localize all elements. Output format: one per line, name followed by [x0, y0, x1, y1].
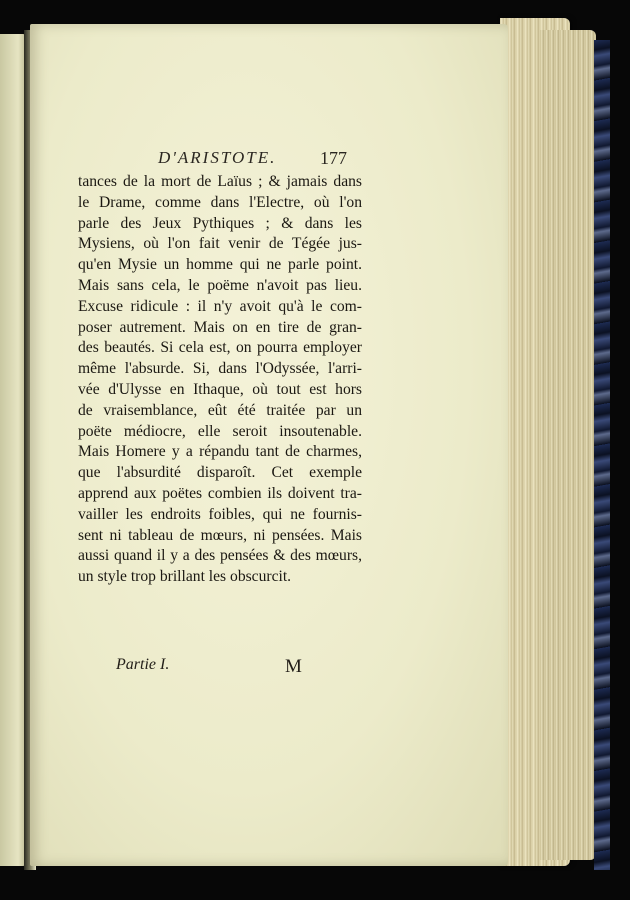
text-line: qu'en Mysie un homme qui ne parle point.	[78, 256, 362, 274]
left-page-edge	[0, 34, 26, 866]
text-line: même l'absurde. Si, dans l'Odyssée, l'arri-	[78, 360, 362, 378]
signature-letter: M	[285, 656, 302, 677]
text-line: parle des Jeux Pythiques ; & dans les	[78, 214, 362, 232]
text-line: des beautés. Si cela est, on pourra employer	[78, 339, 362, 357]
signature-text: Partie I.	[116, 656, 170, 673]
text-line: vailler les endroits foibles, qui ne fournis-	[78, 505, 362, 523]
text-line: un style trop brillant les obscurcit.	[78, 568, 292, 586]
page-edges-inner	[540, 30, 596, 860]
text-line: tances de la mort de Laïus ; & jamais dans	[78, 173, 362, 190]
text-line: poëte médiocre, elle seroit insoutenable.	[78, 422, 362, 440]
text-line: Mais sans cela, le poëme n'avoit pas lieu.	[78, 276, 362, 294]
text-line: que l'absurdité disparoît. Cet exemple	[78, 464, 362, 482]
text-line: Mysiens, où l'on fait venir de Tégée jus-	[78, 235, 362, 253]
running-title: D'ARISTOTE.	[158, 148, 277, 167]
bleed-through	[80, 562, 370, 662]
text-line: Excuse ridicule : il n'y avoit qu'à le com-	[78, 297, 362, 315]
text-line: sent ni tableau de mœurs, ni pensées. Mais	[78, 526, 362, 544]
text-line: apprend aux poëtes combien ils doivent tra-	[78, 484, 362, 502]
text-line: vée d'Ulysse en Ithaque, où tout est hors	[78, 380, 362, 398]
text-line: Mais Homere y a répandu tant de charmes,	[78, 443, 362, 461]
text-block	[78, 172, 362, 588]
text-line: de vraisemblance, eût été traitée par un	[78, 401, 362, 419]
text-line: poser autrement. Mais on en tire de gran-	[78, 318, 362, 336]
page-number: 177	[320, 148, 347, 168]
text-line: le Drame, comme dans l'Electre, où l'on	[78, 193, 362, 211]
text-line: aussi quand il y a des pensées & des mœurs,	[78, 547, 362, 565]
marbled-board	[594, 40, 610, 870]
